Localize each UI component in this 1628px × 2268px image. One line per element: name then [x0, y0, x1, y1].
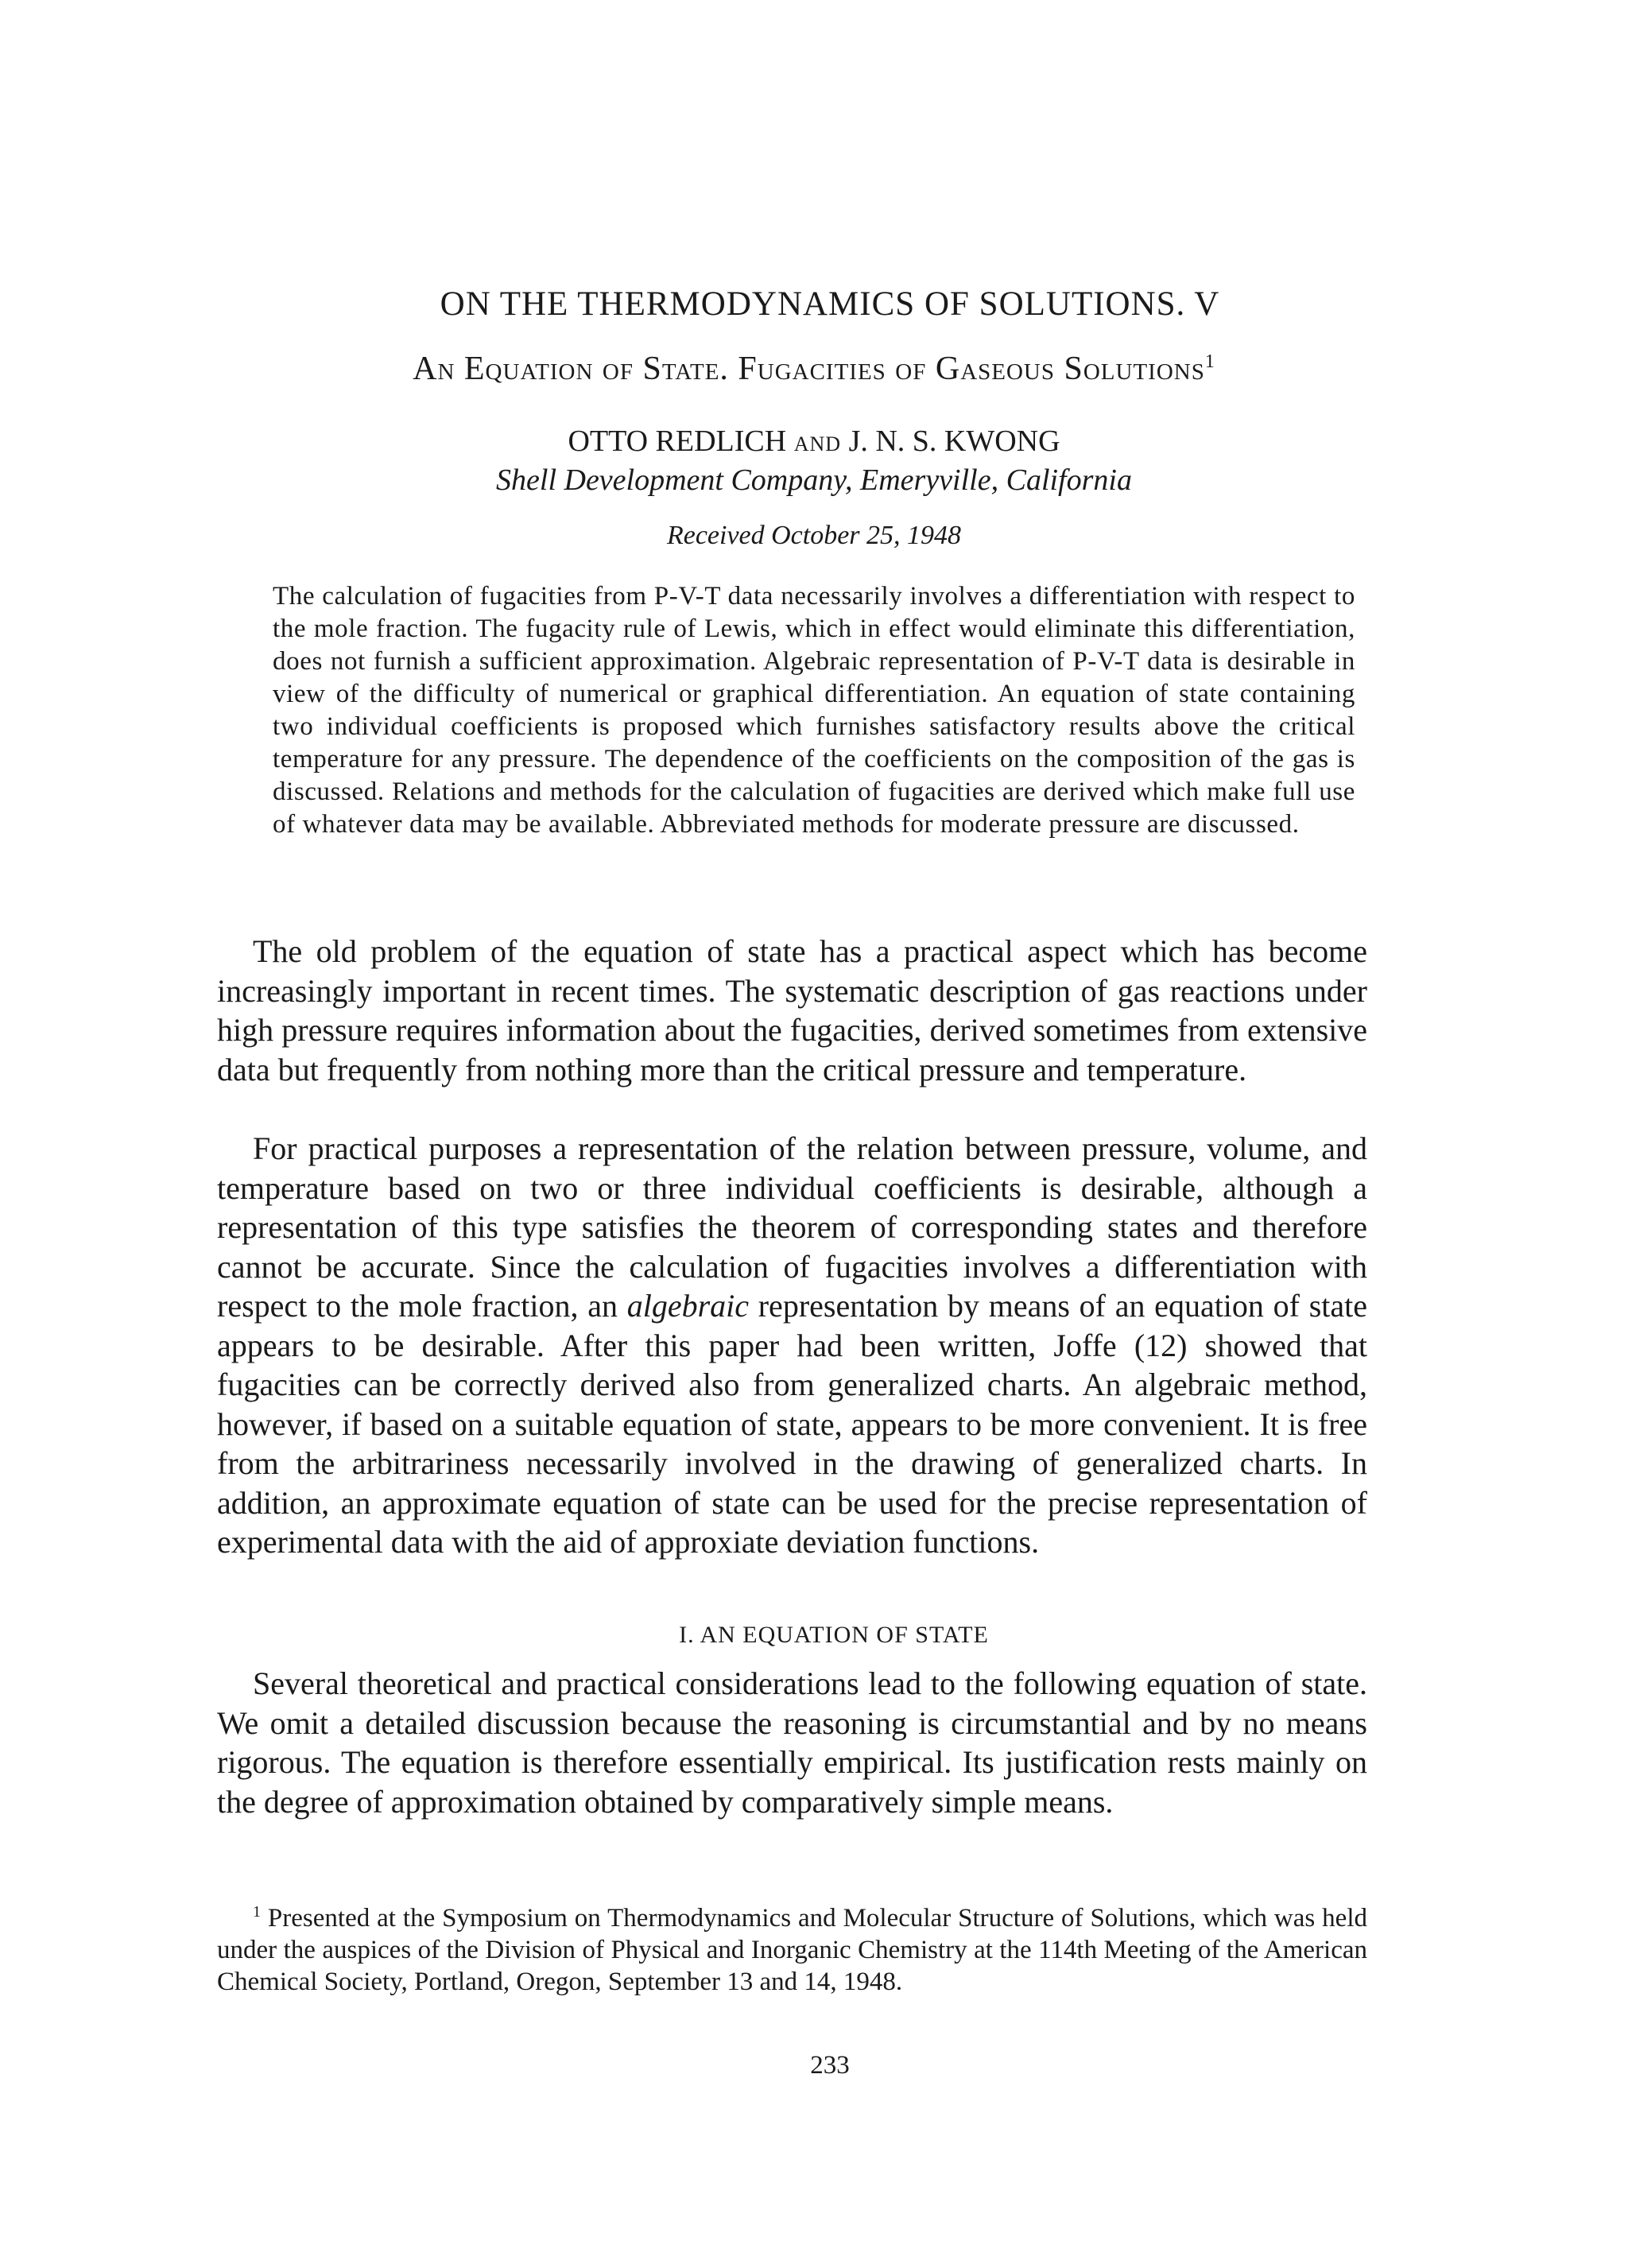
paragraph-2-part-1: For practical purposes a representation of the relation between pressure, volume, and temperature based on two or three individual coefficients is desirable, although a representation of this type satisfies the theorem of corresponding states and therefore cannot be accurate. Since the calculation of fugacities involves a differentiation with respect to the mole fraction, an [217, 1130, 1367, 1324]
paragraph-2-part-2: representation by means of an equation of state appears to be desirable. After this paper had been written, Joffe (12) showed that fugacities can be correctly derived also from generalized charts. An algebraic method, however, if based on a suitable equation of state, appears to be more convenient. It is free from the arbitrariness necessarily involved in the drawing of generalized charts. In addition, an approximate equation of state can be used for the precise representation of experimental data with the aid of approxiate deviation functions. [217, 1288, 1367, 1560]
body-paragraph-2 [217, 1129, 1367, 1562]
footnote-text [217, 1896, 1367, 1998]
received-date: Received October 25, 1948 [666, 521, 962, 550]
footnote-mark: 1 [253, 1903, 261, 1921]
author-conjunction: AND [793, 432, 842, 456]
paper-title: ON THE THERMODYNAMICS OF SOLUTIONS. V [440, 285, 1220, 323]
footnote [217, 1896, 1367, 1998]
paragraph-2-text [217, 1129, 1367, 1562]
paragraph-3-text: Several theoretical and practical considerations lead to the following equation of state. We omit a detailed discussion because the reasoning is circumstantial and by no means rigorous. The equation is therefore essentially empirical. Its justification rests mainly on the degree of approximation obtained by comparatively simple means. [217, 1665, 1367, 1820]
author-redlich: OTTO REDLICH [568, 425, 787, 458]
author-line [0, 424, 1628, 459]
page-number: 233 [810, 2051, 850, 2080]
paragraph-2-emphasis: algebraic [626, 1288, 750, 1324]
body-paragraph-3 [217, 1664, 1367, 1821]
author-kwong: J. N. S. KWONG [848, 425, 1060, 458]
body-paragraph-1 [217, 932, 1367, 1089]
affiliation: Shell Development Company, Emeryville, California [496, 463, 1132, 497]
subtitle-text: An Equation of State. Fugacities of Gaseous Solutions [413, 351, 1205, 387]
paragraph-1-text: The old problem of the equation of state has a practical aspect which has become increasingly important in recent times. The systematic description of gas reactions under high pressure requires information about the fugacities, derived sometimes from extensive data but frequently from nothing more than the critical pressure and temperature. [217, 933, 1367, 1087]
footnote-body: Presented at the Symposium on Thermodynamics and Molecular Structure of Solutions, which was held under the auspices of the Division of Physical and Inorganic Chemistry at the 114th Meeting of the American Chemical Society, Portland, Oregon, September 13 and 14, 1948. [217, 1904, 1367, 1996]
section-heading: I. AN EQUATION OF STATE [679, 1622, 989, 1648]
paper-subtitle [0, 350, 1628, 388]
abstract: The calculation of fugacities from P-V-T data necessarily involves a differentiation with respect to the mole fraction. The fugacity rule of Lewis, which in effect would eliminate this differentiation, does not furnish a sufficient approximation. Algebraic representation of P-V-T data is desirable in view of the difficulty of numerical or graphical differentiation. An equation of state containing two individual coefficients is proposed which furnishes satisfactory results above the critical temperature for any pressure. The dependence of the coefficients on the composition of the gas is discussed. Relations and methods for the calculation of fugacities are derived which make full use of whatever data may be available. Abbreviated methods for moderate pressure are discussed. [273, 582, 1355, 839]
subtitle-footnote-mark: 1 [1204, 351, 1215, 372]
